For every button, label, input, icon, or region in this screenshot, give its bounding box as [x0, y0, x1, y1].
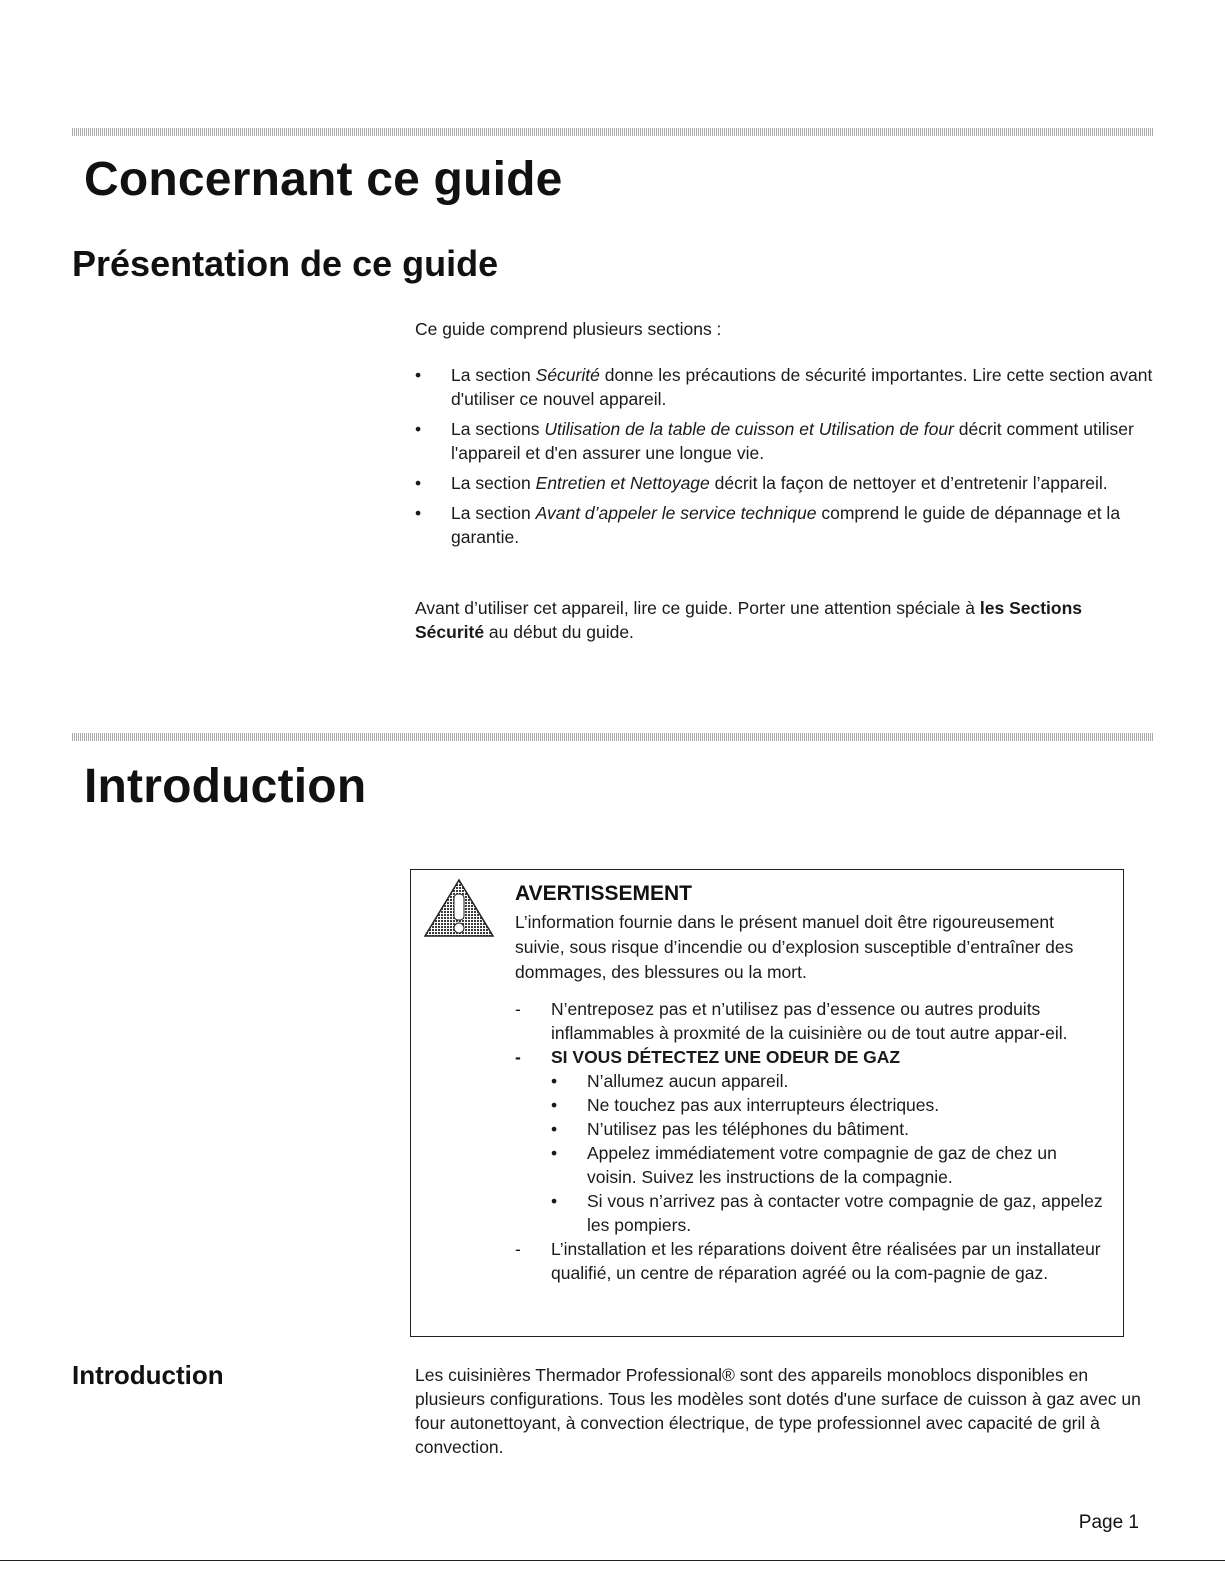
- item-text: Ne touchez pas aux interrupteurs électriques.: [587, 1095, 940, 1115]
- bullet-icon: •: [415, 419, 422, 439]
- item-text: décrit comment utiliser l'appareil et d'en assurer une longue vie.: [451, 419, 1134, 463]
- section-title: Introduction: [84, 760, 367, 813]
- item-text: N’entreposez pas et n’utilisez pas d’essence ou autres produits inflammables à proxmité de la cuisinière ou de tout autre appar-eil.: [551, 999, 1068, 1043]
- list-item: [551, 1069, 1105, 1093]
- closing-paragraph: [415, 596, 1155, 644]
- page-number: Page 1: [1078, 1512, 1139, 1533]
- section-divider: [72, 128, 1154, 136]
- warning-text: L’information fournie dans le présent manuel doit être rigoureusement suivie, sous risque d’incendie ou d’explosion susceptible d’entraîner des dommages, des blessures ou la mort.: [515, 912, 1074, 982]
- warning-title: AVERTISSEMENT: [515, 882, 692, 905]
- list-item: [415, 363, 1155, 411]
- dash-icon: -: [515, 1047, 521, 1067]
- list-item: [415, 471, 1155, 495]
- bullet-icon: •: [551, 1143, 558, 1163]
- item-text: donne les précautions de sécurité importantes. Lire cette section avant d'utiliser ce nouvel appareil.: [451, 365, 1153, 409]
- sections-list: [415, 363, 1155, 555]
- dash-icon: -: [515, 1239, 521, 1259]
- list-item: [515, 1045, 1105, 1237]
- introduction-paragraph: Les cuisinières Thermador Professional® sont des appareils monoblocs disponibles en plusieurs configurations. Tous les modèles sont dotés d'une surface de cuisson à gaz avec un four autonettoyant, à convection électrique, de type professionnel avec capacité de gril à convection.: [415, 1365, 1141, 1457]
- warning-box: [410, 869, 1124, 1337]
- intro-paragraph: Ce guide comprend plusieurs sections :: [415, 319, 722, 339]
- list-item: [415, 417, 1155, 465]
- item-text: Appelez immédiatement votre compagnie de gaz de chez un voisin. Suivez les instructions de la compagnie.: [587, 1143, 1057, 1187]
- section-name: Utilisation de la table de cuisson et Utilisation de four: [544, 419, 954, 439]
- bullet-icon: •: [415, 503, 422, 523]
- bullet-icon: •: [415, 365, 422, 385]
- section-subtitle: Présentation de ce guide: [72, 243, 499, 284]
- section-divider: [72, 733, 1154, 741]
- gas-steps-list: [551, 1069, 1105, 1237]
- item-text: N’utilisez pas les téléphones du bâtiment.: [587, 1119, 909, 1139]
- item-text: comprend le guide de dépannage et la garantie.: [451, 503, 1121, 547]
- section-name: Sécurité: [535, 365, 600, 385]
- bullet-icon: •: [415, 473, 422, 493]
- section-name: Avant d’appeler le service technique: [535, 503, 817, 523]
- warning-list: [515, 997, 1105, 1285]
- footer-divider: [0, 1560, 1225, 1561]
- item-text: La sections: [451, 419, 545, 439]
- closing-emphasis: les Sections Sécurité: [415, 598, 1083, 642]
- list-item: [551, 1189, 1105, 1237]
- gas-heading: SI VOUS DÉTECTEZ UNE ODEUR DE GAZ: [551, 1047, 901, 1067]
- bullet-icon: •: [551, 1071, 558, 1091]
- list-item: [515, 997, 1105, 1045]
- item-text: N’allumez aucun appareil.: [587, 1071, 789, 1091]
- list-item: [415, 501, 1155, 549]
- page-title: Concernant ce guide: [84, 153, 563, 206]
- bullet-icon: •: [551, 1095, 558, 1115]
- bullet-icon: •: [551, 1191, 558, 1211]
- list-item: [551, 1093, 1105, 1117]
- side-heading: Introduction: [72, 1360, 224, 1390]
- item-text: La section: [451, 365, 536, 385]
- item-text: L’installation et les réparations doivent être réalisées par un installateur qualifié, un centre de réparation agréé ou la com-pagnie de gaz.: [551, 1239, 1101, 1283]
- section-name: Entretien et Nettoyage: [535, 473, 710, 493]
- item-text: Si vous n’arrivez pas à contacter votre compagnie de gaz, appelez les pompiers.: [587, 1191, 1103, 1235]
- item-text: La section: [451, 473, 536, 493]
- item-text: décrit la façon de nettoyer et d’entretenir l’appareil.: [709, 473, 1108, 493]
- closing-text: Avant d’utiliser cet appareil, lire ce guide. Porter une attention spéciale à: [415, 598, 980, 618]
- list-item: [551, 1141, 1105, 1189]
- item-text: La section: [451, 503, 536, 523]
- dash-icon: -: [515, 999, 521, 1019]
- warning-triangle-icon: [423, 878, 495, 938]
- list-item: [551, 1117, 1105, 1141]
- list-item: [515, 1237, 1105, 1285]
- bullet-icon: •: [551, 1119, 558, 1139]
- closing-text: au début du guide.: [484, 622, 634, 642]
